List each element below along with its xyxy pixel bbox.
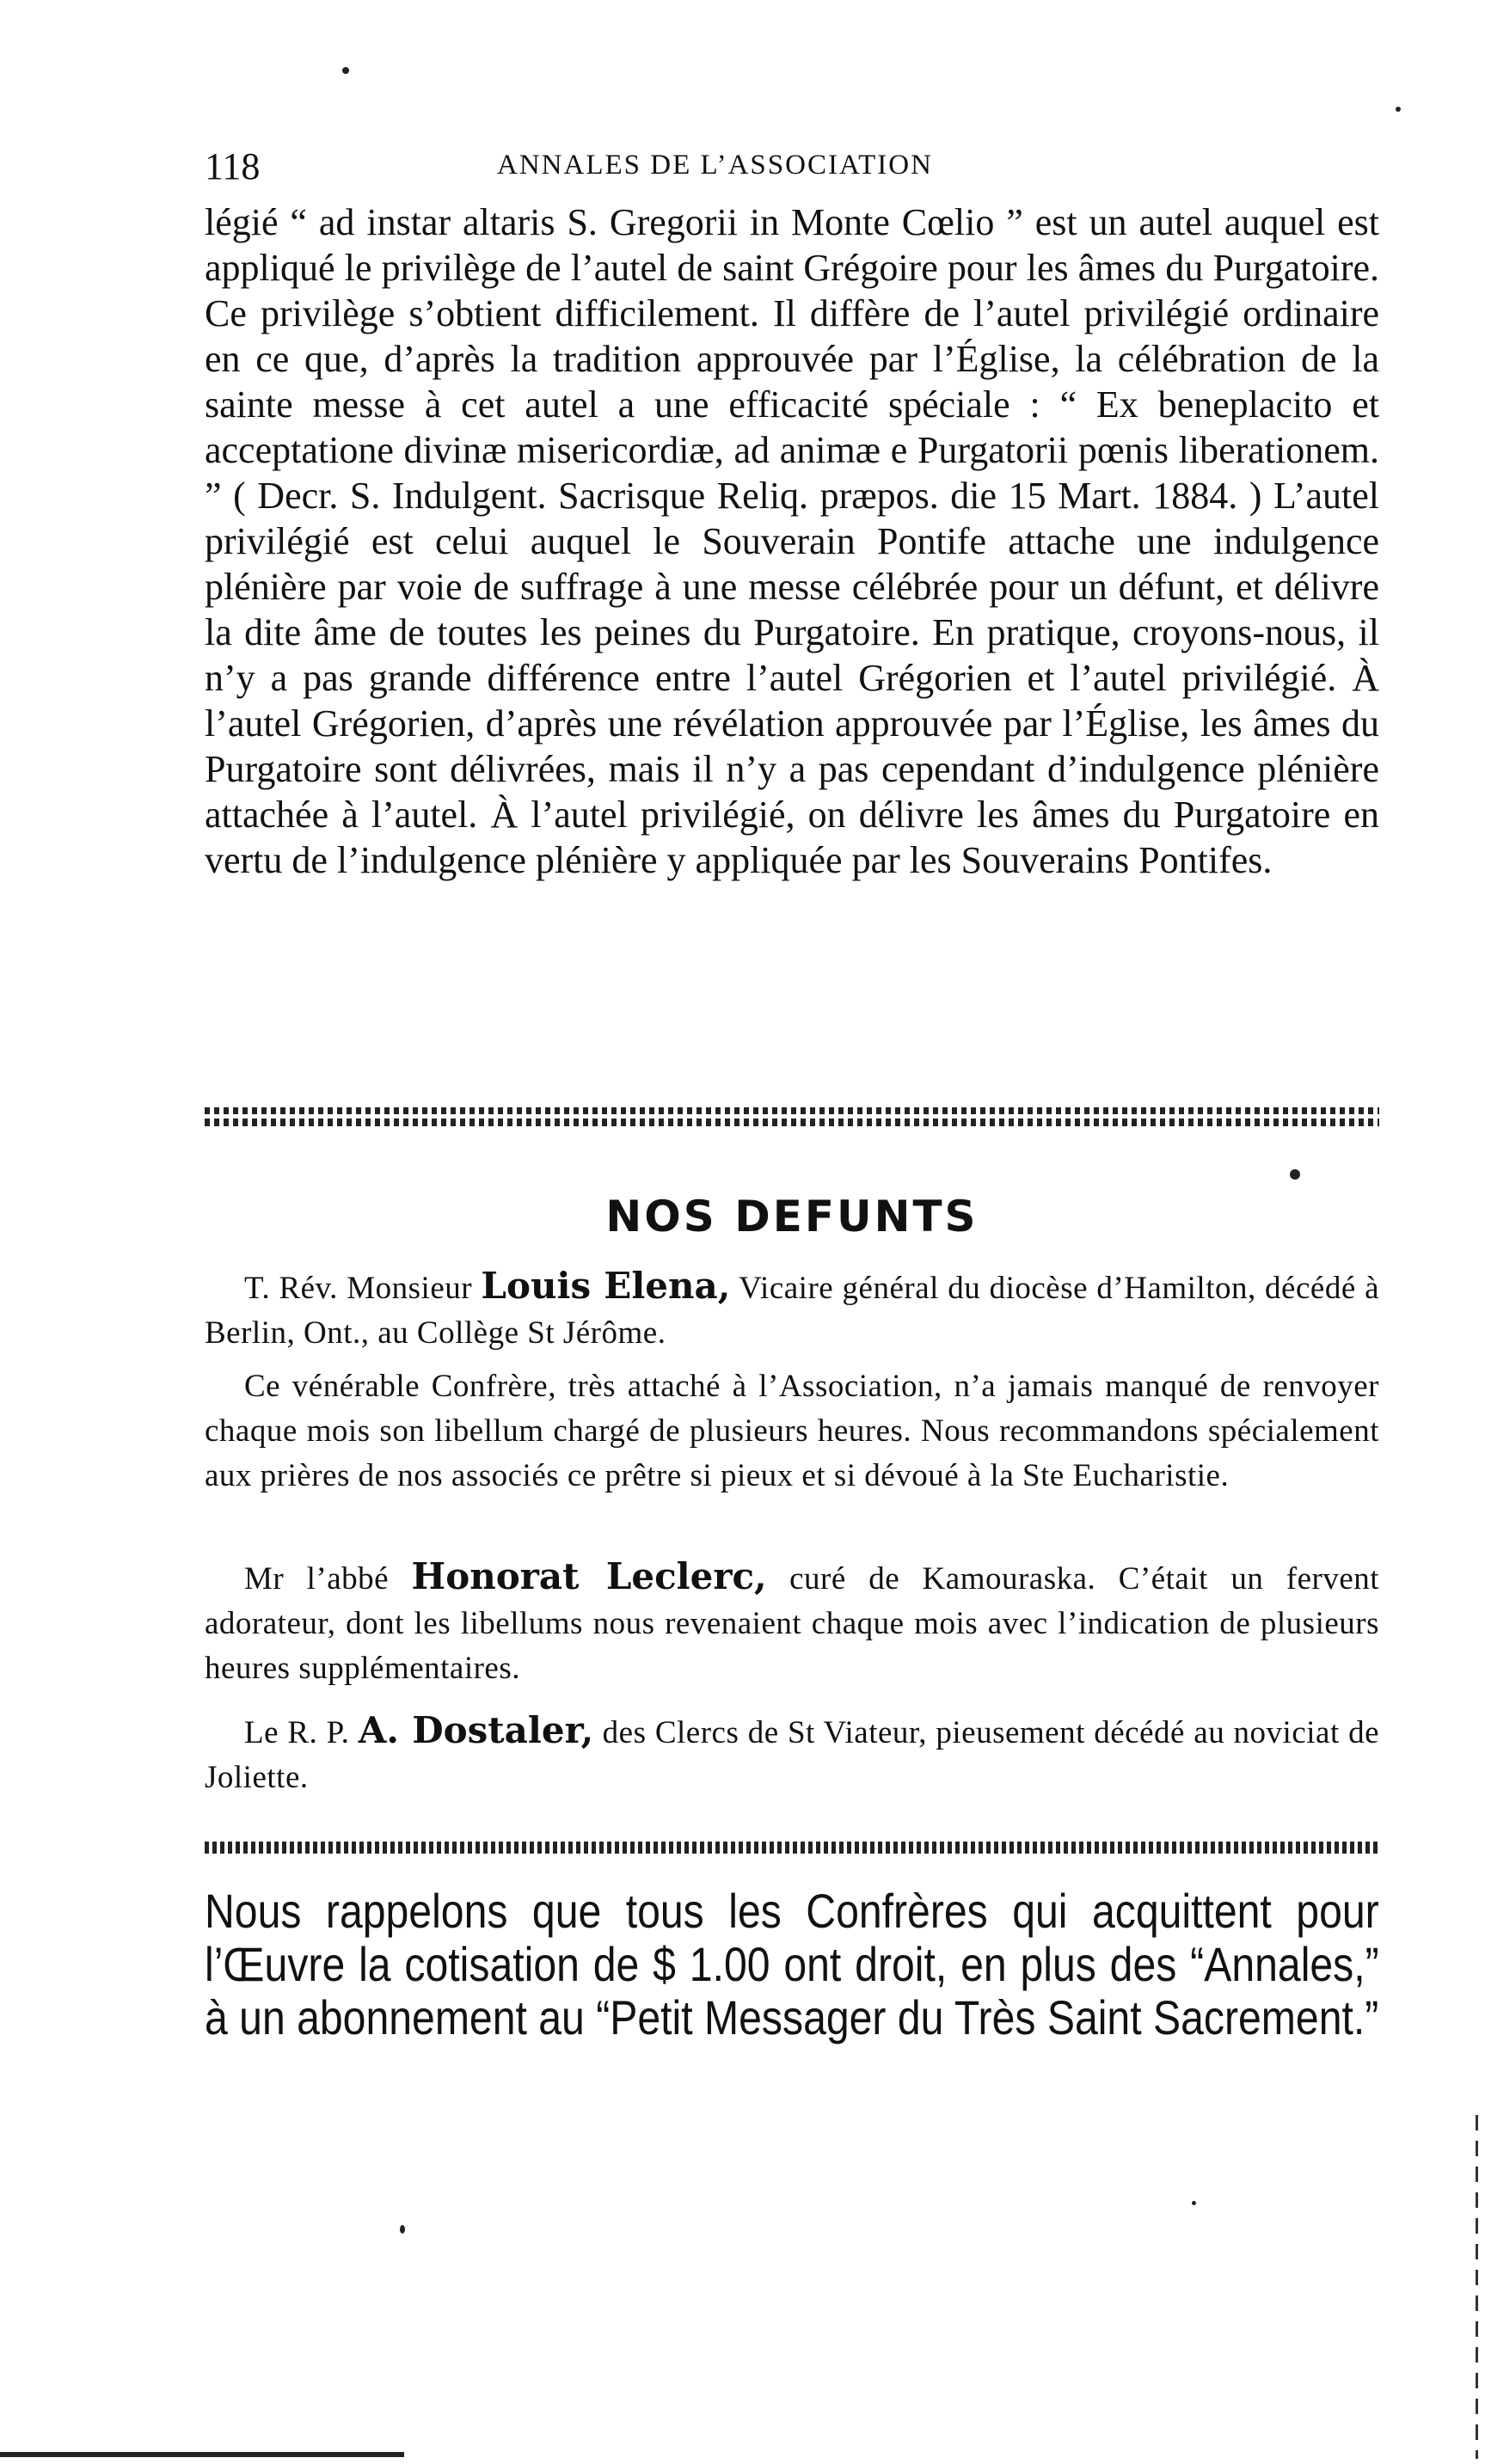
obituary-entry — [205, 1364, 1379, 1499]
obituary-text: curé de Kamouraska. C’était un fervent adorateur, dont les libellums nous revenaient chaque mois avec l’indication de plusieurs heures supplémentaires. — [205, 1561, 1380, 1686]
page-edge-mark — [1476, 2115, 1478, 2459]
obituary-name: Honorat Leclerc, — [411, 1555, 767, 1597]
obituary-entry — [205, 1708, 1379, 1800]
notice-text: Nous rappelons que tous les Confrères qui acquittent pour l’Œuvre la cotisation de $ 1.00 ont droit, en plus des “Annales,” à un abonnement au “Petit Messager du Très Saint Sacrement.” — [205, 1884, 1379, 2044]
print-speck — [342, 67, 349, 74]
ornamental-divider — [205, 1107, 1379, 1126]
obituary-entry — [205, 1554, 1379, 1691]
print-speck — [1192, 2201, 1196, 2205]
obituary-name: A. Dostaler, — [358, 1709, 594, 1751]
running-title: ANNALES DE L’ASSOCIATION — [497, 150, 933, 181]
obituary-entry — [205, 1264, 1379, 1356]
print-speck — [400, 2225, 405, 2234]
body-paragraph: légié “ ad instar altaris S. Gregorii in Monte Cœlio ” est un autel auquel est appliqué le privilège de l’autel de saint Grégoire pour les âmes du Purgatoire. Ce privilège s’obtient difficilement. Il diffère de l’autel privilégié ordinaire en ce que, d’après la tradition approuvée par l’Église, la célébration de la sainte messe à cet autel a une efficacité spéciale : “ Ex beneplacito et acceptatione divinæ misericordiæ, ad animæ e Purgatorii pœnis liberationem. ” ( Decr. S. Indulgent. Sacrisque Reliq. præpos. die 15 Mart. 1884. ) L’autel privilégié est celui auquel le Souverain Pontife attache une indulgence plénière par voie de suffrage à une messe célébrée pour un défunt, et délivre la dite âme de toutes les peines du Purgatoire. En pratique, croyons-nous, il n’y a pas grande différence entre l’autel Grégorien et l’autel privilégié. À l’autel Grégorien, d’après une révélation approuvée par l’Église, les âmes du Purgatoire sont délivrées, mais il n’y a pas cependant d’indulgence plénière attachée à l’autel. À l’autel privilégié, on délivre les âmes du Purgatoire en vertu de l’indulgence plénière y appliquée par les Souverains Pontifes. — [205, 201, 1379, 881]
obituary-prefix: Le R. P. — [244, 1715, 350, 1750]
obituary-text: des Clercs de St Viateur, pieusement décédé au noviciat de Joliette. — [205, 1715, 1380, 1795]
running-head — [205, 144, 1379, 193]
obituary-prefix: Mr l’abbé — [244, 1561, 390, 1597]
obituary-prefix: T. Rév. Monsieur — [244, 1271, 473, 1306]
print-speck — [1290, 1169, 1300, 1180]
obituary-text: Vicaire général du diocèse d’Hamilton, décédé à Berlin, Ont., au Collège St Jérôme. — [205, 1271, 1380, 1351]
print-speck — [1396, 107, 1401, 112]
page-number: 118 — [205, 145, 261, 187]
subscription-notice — [205, 1884, 1379, 2044]
ornamental-divider — [205, 1842, 1379, 1854]
obituary-name: Louis Elena, — [481, 1265, 731, 1307]
section-title: NOS DEFUNTS — [605, 1192, 979, 1241]
page-edge-mark — [0, 2452, 404, 2457]
obituary-text: Ce vénérable Confrère, très attaché à l’Association, n’a jamais manqué de renvoyer chaque mois son libellum chargé de plusieurs heures. Nous recommandons spécialement aux prières de nos associés ce prêtre si pieux et si dévoué à la Ste Eucharistie. — [205, 1369, 1379, 1493]
